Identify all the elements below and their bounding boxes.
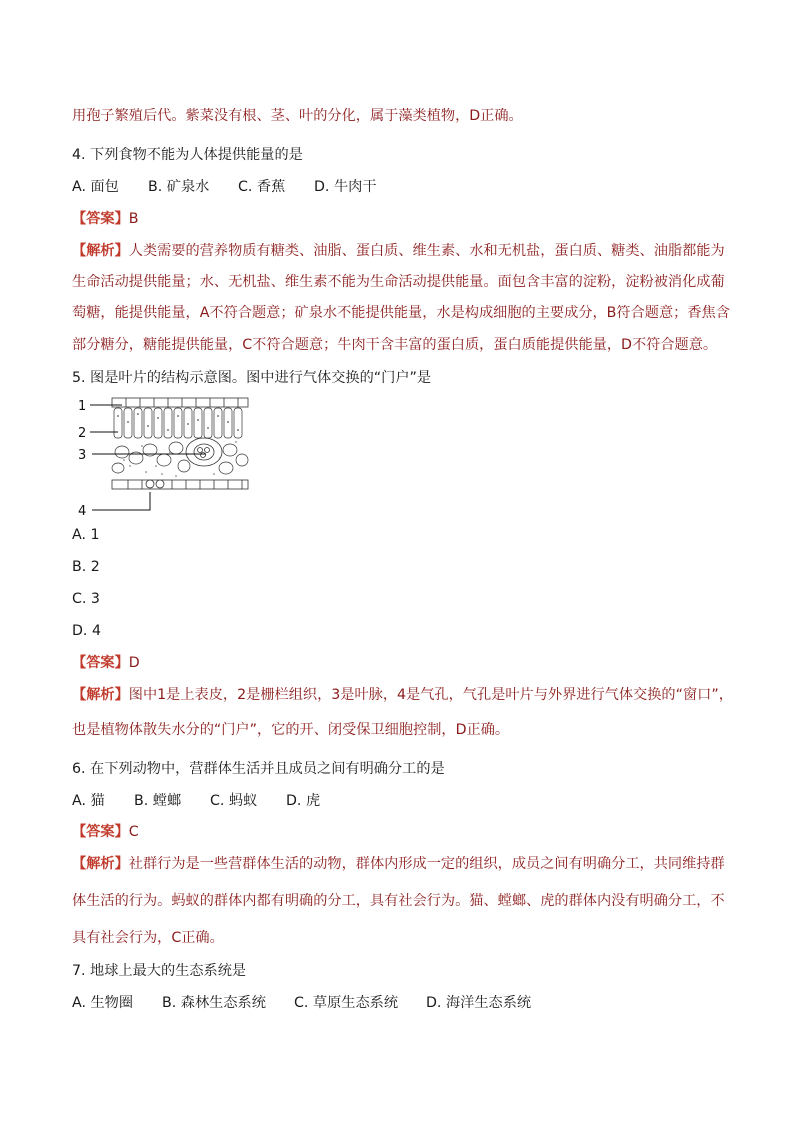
q6-option-b: B. 螳螂 — [134, 793, 182, 809]
q5-answer-value: D — [128, 655, 140, 671]
q5-analysis-line-2: 也是植物体散失水分的“门户”，它的开、闭受保卫细胞控制，D正确。 — [72, 722, 510, 738]
q6-analysis-line-3: 具有社会行为，C正确。 — [72, 930, 224, 946]
q5-answer-label: 【答案】 — [72, 655, 129, 671]
q6-analysis-line-1: 【解析】社群行为是一些营群体生活的动物，群体内形成一定的组织，成员之间有明确分工，共同维持群 — [72, 856, 725, 872]
q7-option-c: C. 草原生态系统 — [294, 995, 399, 1011]
q4-analysis-line-2: 生命活动提供能量；水、无机盐、维生素不能为生命活动提供能量。面包含丰富的淀粉，淀粉被消化成葡 — [72, 274, 725, 290]
q7-stem: 7. 地球上最大的生态系统是 — [72, 963, 247, 979]
q6-answer — [72, 823, 732, 841]
figure-label-2: 2 — [78, 426, 87, 441]
q4-option-a: A. 面包 — [72, 179, 119, 195]
leaf-vein — [186, 438, 222, 466]
q6-analysis-label: 【解析】 — [72, 856, 129, 872]
lower-epidermis — [112, 480, 248, 489]
q4-analysis-line-1: 【解析】人类需要的营养物质有糖类、油脂、蛋白质、维生素、水和无机盐，蛋白质、糖类、油脂都能为 — [72, 243, 725, 259]
q5-analysis-line-1: 【解析】图中1是上表皮，2是栅栏组织，3是叶脉，4是气孔，气孔是叶片与外界进行气体交换的“窗口”， — [72, 687, 733, 703]
q4-options — [72, 178, 732, 196]
q6-answer-label: 【答案】 — [72, 824, 129, 840]
q5-option-a: A. 1 — [72, 527, 100, 543]
figure-label-1: 1 — [78, 399, 87, 414]
q6-option-a: A. 猫 — [72, 793, 105, 809]
figure-label-3: 3 — [78, 448, 87, 463]
q6-option-d: D. 虎 — [286, 793, 321, 809]
q4-stem: 4. 下列食物不能为人体提供能量的是 — [72, 147, 303, 163]
q6-option-c: C. 蚂蚁 — [210, 793, 258, 809]
q4-analysis-line-4: 部分糖分，糖能提供能量，C不符合题意；牛肉干含丰富的蛋白质，蛋白质能提供能量，D不符合题意。 — [72, 337, 718, 353]
q5-option-c: C. 3 — [72, 591, 100, 607]
q7-option-a: A. 生物圈 — [72, 995, 134, 1011]
q4-answer — [72, 210, 732, 228]
spongy-tissue — [112, 442, 248, 474]
q7-option-d: D. 海洋生态系统 — [426, 995, 532, 1011]
q5-analysis-label: 【解析】 — [72, 687, 129, 703]
q5-stem: 5. 图是叶片的结构示意图。图中进行气体交换的“门户”是 — [72, 370, 432, 386]
q4-analysis-line-3: 萄糖，能提供能量，A不符合题意；矿泉水不能提供能量，水是构成细胞的主要成分，B符合题意；香焦含 — [72, 305, 730, 321]
q6-options — [72, 792, 732, 810]
q4-answer-label: 【答案】 — [72, 211, 129, 227]
q6-analysis-line-2: 体生活的行为。蚂蚁的群体内都有明确的分工，具有社会行为。猫、螳螂、虎的群体内没有明确分工，不 — [72, 893, 725, 909]
q4-option-c: C. 香蕉 — [238, 179, 286, 195]
leaf-structure-diagram — [76, 392, 256, 520]
q4-option-d: D. 牛肉干 — [314, 179, 377, 195]
palisade-tissue — [114, 408, 242, 438]
q5-option-b: B. 2 — [72, 559, 100, 575]
q5-answer — [72, 654, 732, 672]
q6-stem: 6. 在下列动物中，营群体生活并且成员之间有明确分工的是 — [72, 761, 445, 777]
upper-epidermis — [112, 398, 248, 407]
q4-answer-value: B — [128, 211, 139, 227]
figure-label-4: 4 — [78, 504, 87, 519]
q4-option-b: B. 矿泉水 — [148, 179, 210, 195]
q4-analysis-label: 【解析】 — [72, 243, 129, 259]
q3-analysis-tail: 用孢子繁殖后代。紫菜没有根、茎、叶的分化，属于藻类植物，D正确。 — [72, 108, 523, 124]
q7-option-b: B. 森林生态系统 — [162, 995, 266, 1011]
q6-answer-value: C — [128, 824, 139, 840]
q7-options — [72, 994, 732, 1012]
q5-option-d: D. 4 — [72, 623, 101, 639]
